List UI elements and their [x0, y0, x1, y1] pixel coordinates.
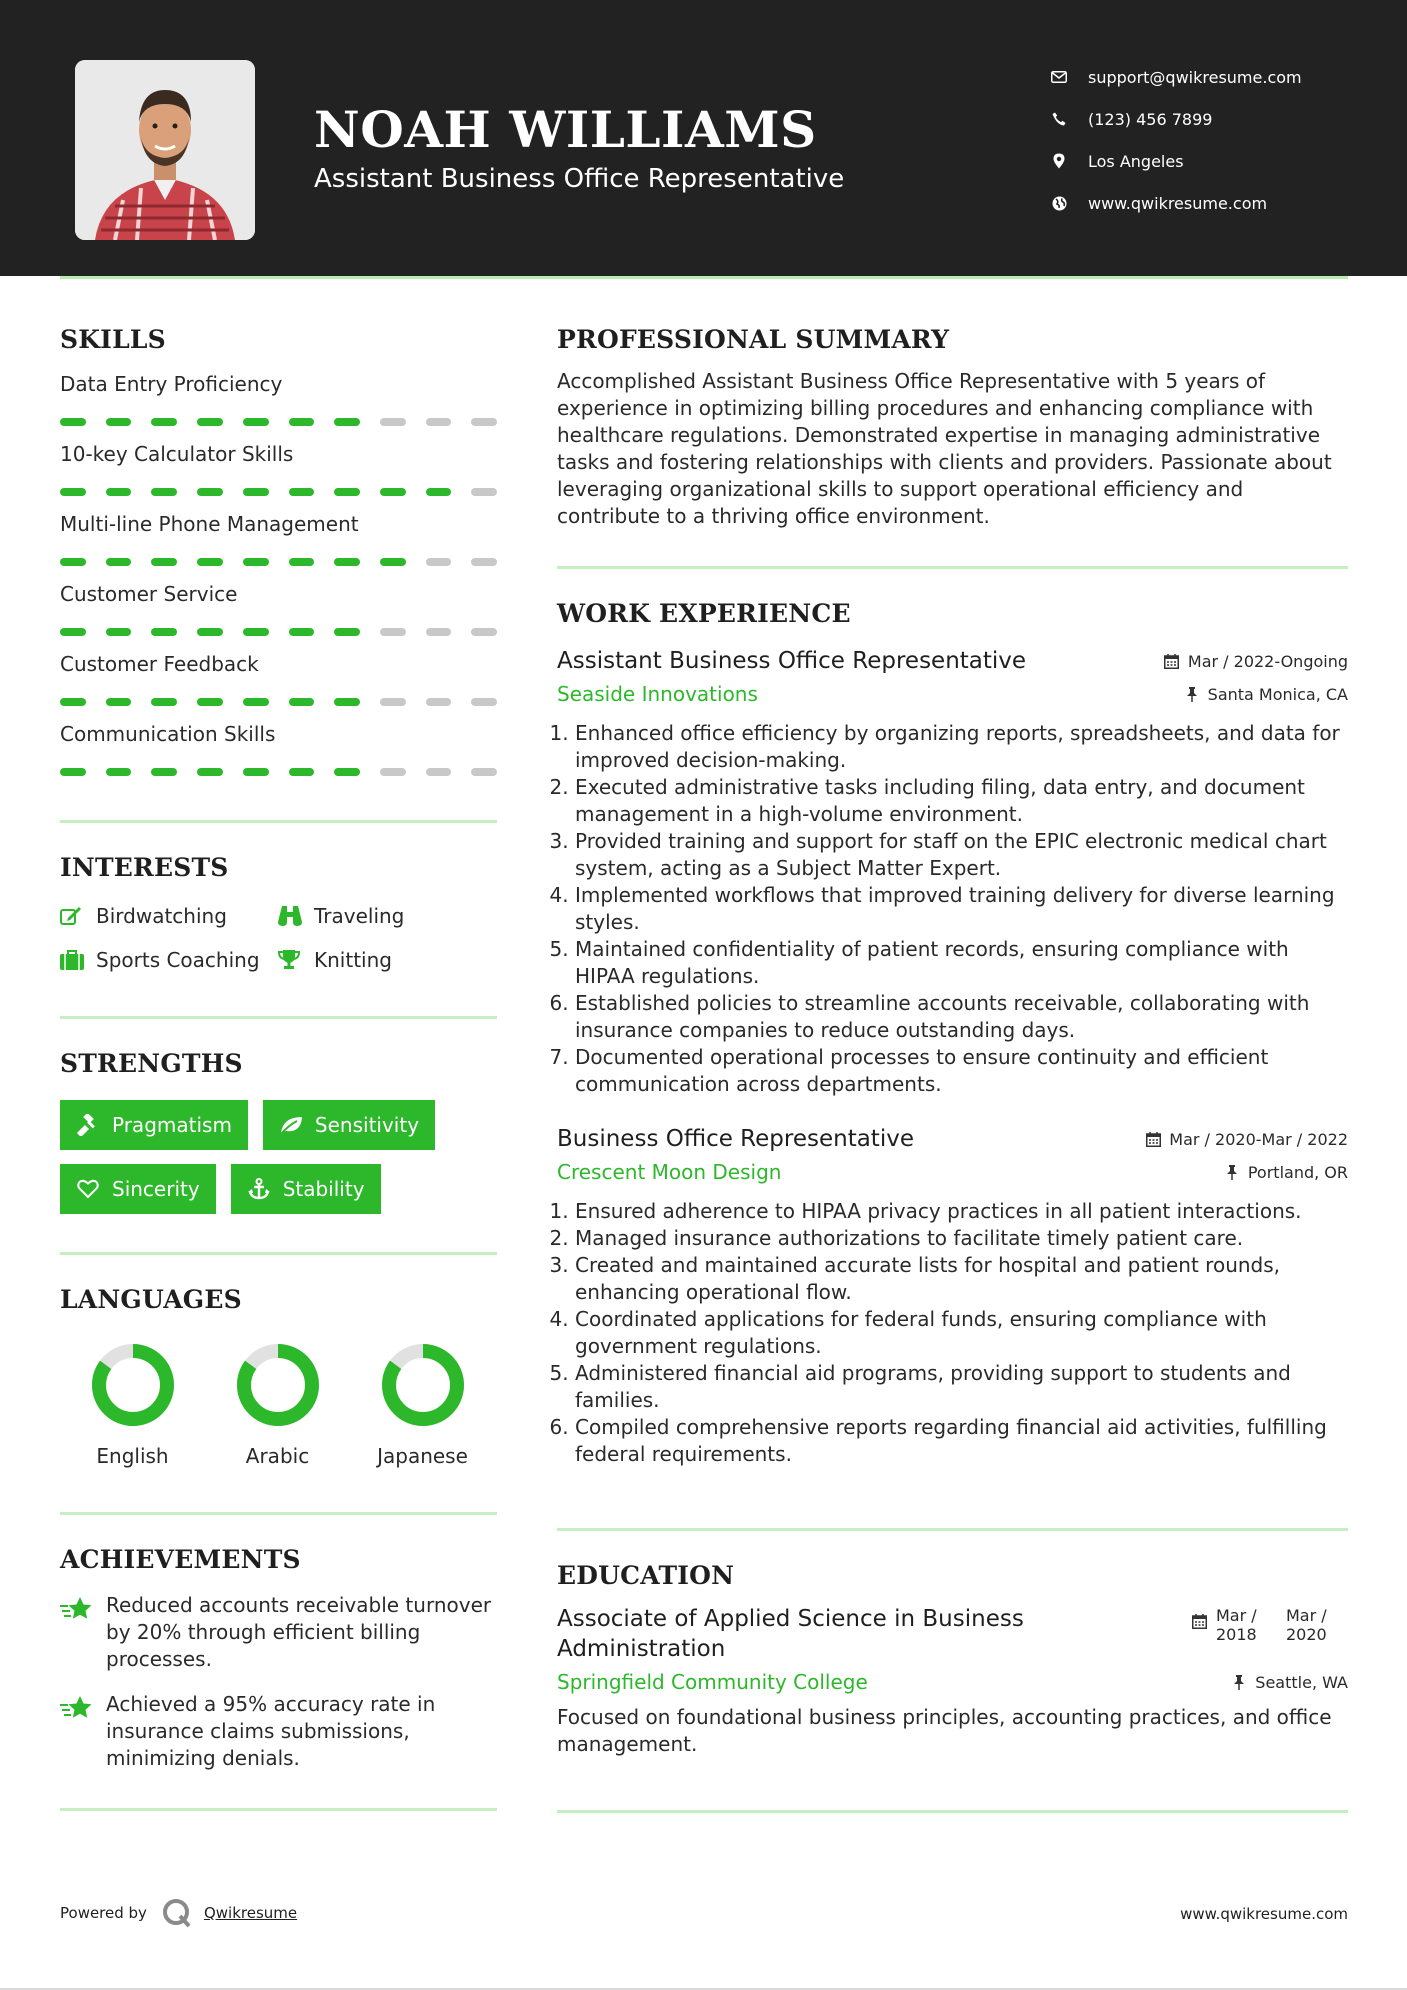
rating-dot-filled — [289, 628, 315, 636]
heart-icon — [76, 1177, 100, 1201]
strength-label: Sincerity — [112, 1177, 200, 1201]
contact-phone-text: (123) 456 7899 — [1088, 109, 1213, 129]
rating-dot-filled — [106, 698, 132, 706]
summary-title: PROFESSIONAL SUMMARY — [557, 325, 950, 354]
strengths-list — [60, 1100, 497, 1214]
rating-dot-empty — [471, 768, 497, 776]
calendar-icon — [1145, 1132, 1161, 1148]
job-dates — [1145, 1130, 1348, 1149]
star-icon — [60, 1695, 94, 1772]
rating-dot-filled — [243, 418, 269, 426]
rating-dot-filled — [334, 628, 360, 636]
contact-website-text: www.qwikresume.com — [1088, 193, 1268, 213]
achievements-title: ACHIEVEMENTS — [60, 1545, 301, 1574]
rating-dot-empty — [380, 628, 406, 636]
rating-dot-filled — [151, 488, 177, 496]
strength-label: Sensitivity — [314, 1113, 420, 1137]
rating-dot-empty — [380, 418, 406, 426]
job-bullet: 7. Documented operational processes to ensure continuity and efficient communication across departments. — [575, 1044, 1348, 1098]
section-divider — [60, 1016, 497, 1019]
contact-location — [1050, 140, 1302, 182]
rating-dot-empty — [426, 628, 452, 636]
skills-title: SKILLS — [60, 325, 166, 354]
rating-dot-filled — [289, 488, 315, 496]
skill-item — [60, 722, 497, 776]
languages-list — [60, 1342, 497, 1468]
rating-dot-filled — [197, 628, 223, 636]
strengths-title: STRENGTHS — [60, 1049, 243, 1078]
skill-label: Data Entry Proficiency — [60, 372, 283, 396]
qwikresume-link[interactable]: Qwikresume — [203, 1904, 298, 1922]
rating-dot-empty — [380, 698, 406, 706]
school-name: Springfield Community College — [557, 1670, 868, 1694]
header-divider — [60, 276, 1348, 279]
rating-dot-filled — [106, 558, 132, 566]
rating-dot-empty — [380, 768, 406, 776]
skill-item — [60, 442, 497, 496]
achievement-text: Reduced accounts receivable turnover by 20% through efficient billing processes. — [106, 1593, 492, 1671]
job-dates-text: Mar / 2020-Mar / 2022 — [1169, 1130, 1348, 1149]
rating-dot-empty — [426, 558, 452, 566]
skill-rating — [60, 628, 497, 636]
rating-dot-filled — [197, 418, 223, 426]
school-location-text: Seattle, WA — [1255, 1672, 1348, 1692]
skill-item — [60, 512, 497, 566]
rating-dot-filled — [151, 698, 177, 706]
rating-dot-filled — [60, 488, 86, 496]
contact-location-text: Los Angeles — [1088, 151, 1184, 171]
education-title: EDUCATION — [557, 1561, 735, 1590]
job-bullet: 3. Provided training and support for staff on the EPIC electronic medical chart system, acting as a Subject Matter Expert. — [575, 828, 1348, 882]
interests-section — [60, 853, 497, 972]
rating-dot-filled — [151, 558, 177, 566]
rating-dot-filled — [60, 768, 86, 776]
contact-email-text: support@qwikresume.com — [1088, 67, 1302, 87]
job-entry — [557, 646, 1348, 1098]
job-bullets — [557, 1198, 1348, 1468]
skills-list — [60, 372, 497, 776]
leaf-icon — [279, 1113, 303, 1137]
gavel-icon — [76, 1113, 100, 1137]
strength-badge — [60, 1164, 216, 1214]
interest-item — [278, 948, 496, 972]
job-location — [1224, 1163, 1348, 1182]
strength-label: Stability — [282, 1177, 365, 1201]
rating-dot-filled — [197, 488, 223, 496]
experience-section — [557, 599, 1348, 1468]
interest-item — [60, 948, 278, 972]
rating-dot-filled — [289, 558, 315, 566]
section-divider — [557, 566, 1348, 569]
profile-photo — [75, 60, 255, 240]
job-bullet: 4. Coordinated applications for federal funds, ensuring compliance with government regulations. — [575, 1306, 1348, 1360]
contact-email[interactable] — [1050, 56, 1302, 98]
rating-dot-empty — [471, 628, 497, 636]
interests-list — [60, 904, 497, 972]
rating-dot-empty — [471, 558, 497, 566]
pushpin-icon — [1224, 1164, 1240, 1180]
job-bullet: 5. Administered financial aid programs, providing support to students and families. — [575, 1360, 1348, 1414]
contact-phone[interactable] — [1050, 98, 1302, 140]
achievements-section — [60, 1545, 497, 1772]
main-column — [557, 300, 1348, 1813]
interest-label: Birdwatching — [96, 904, 227, 928]
interest-label: Sports Coaching — [96, 948, 260, 972]
job-bullets — [557, 720, 1348, 1098]
degree-title: Associate of Applied Science in Business Administration — [557, 1606, 1024, 1662]
rating-dot-filled — [197, 768, 223, 776]
edit-icon — [60, 905, 86, 927]
skill-item — [60, 652, 497, 706]
interest-item — [278, 904, 496, 928]
skill-item — [60, 372, 497, 426]
candidate-name: NOAH WILLIAMS — [314, 100, 817, 159]
summary-section — [557, 325, 1348, 530]
school-location — [1231, 1673, 1348, 1692]
education-dates — [1192, 1606, 1348, 1644]
qwikresume-logo-icon — [162, 1898, 192, 1928]
pushpin-icon — [1184, 686, 1200, 702]
languages-section — [60, 1285, 497, 1468]
rating-dot-filled — [197, 558, 223, 566]
trophy-icon — [278, 949, 304, 971]
achievement-item — [60, 1592, 497, 1673]
job-location — [1184, 685, 1348, 704]
rating-dot-empty — [471, 488, 497, 496]
rating-dot-filled — [197, 698, 223, 706]
skill-rating — [60, 558, 497, 566]
skills-section — [60, 325, 497, 776]
rating-dot-filled — [334, 488, 360, 496]
summary-text: Accomplished Assistant Business Office Representative with 5 years of experience in optimizing billing procedures and enhancing compliance with healthcare regulations. Demonstrated expertise in managing administrative tasks and fostering relationships with clients and providers. Passionate about leveraging organizational skills to support operational efficiency and contribute to a thriving office environment. — [557, 369, 1332, 528]
section-divider — [60, 1512, 497, 1515]
job-bullet: 5. Maintained confidentiality of patient records, ensuring compliance with HIPAA regulations. — [575, 936, 1348, 990]
section-divider — [60, 1808, 497, 1811]
company-name: Seaside Innovations — [557, 682, 758, 706]
interest-label: Knitting — [314, 948, 392, 972]
strength-badge — [263, 1100, 435, 1150]
section-divider — [60, 1252, 497, 1255]
job-location-text: Portland, OR — [1247, 1162, 1348, 1182]
skill-label: Communication Skills — [60, 722, 276, 746]
skill-rating — [60, 698, 497, 706]
rating-dot-empty — [426, 698, 452, 706]
rating-dot-empty — [471, 418, 497, 426]
job-bullet: 3. Created and maintained accurate lists for hospital and patient rounds, enhancing operational flow. — [575, 1252, 1348, 1306]
rating-dot-filled — [151, 628, 177, 636]
strength-badge — [231, 1164, 381, 1214]
rating-dot-filled — [60, 418, 86, 426]
strength-label: Pragmatism — [112, 1113, 232, 1137]
language-donut — [90, 1342, 176, 1428]
rating-dot-filled — [334, 418, 360, 426]
experience-title: WORK EXPERIENCE — [557, 599, 851, 628]
interest-label: Traveling — [314, 904, 405, 928]
footer-website[interactable]: www.qwikresume.com — [1180, 1905, 1348, 1923]
rating-dot-filled — [380, 558, 406, 566]
powered-by-text: Powered by — [60, 1904, 147, 1922]
achievement-item — [60, 1691, 497, 1772]
rating-dot-filled — [289, 418, 315, 426]
skill-label: Customer Feedback — [60, 652, 259, 676]
education-start-date: Mar / 2018 — [1216, 1606, 1257, 1644]
rating-dot-filled — [426, 488, 452, 496]
footer-branding — [60, 1898, 297, 1928]
rating-dot-filled — [334, 558, 360, 566]
language-item — [205, 1342, 350, 1468]
job-bullet: 4. Implemented workflows that improved training delivery for diverse learning styles. — [575, 882, 1348, 936]
language-item — [60, 1342, 205, 1468]
education-end-date: Mar / 2020 — [1286, 1606, 1327, 1644]
star-icon — [60, 1596, 94, 1673]
rating-dot-filled — [334, 698, 360, 706]
language-label: Japanese — [377, 1444, 468, 1468]
job-bullet: 6. Established policies to streamline accounts receivable, collaborating with insurance companies to reduce outstanding days. — [575, 990, 1348, 1044]
phone-icon — [1050, 110, 1068, 128]
interests-title: INTERESTS — [60, 853, 229, 882]
job-entry — [557, 1124, 1348, 1468]
rating-dot-empty — [471, 698, 497, 706]
calendar-icon — [1164, 654, 1180, 670]
rating-dot-filled — [60, 698, 86, 706]
rating-dot-empty — [426, 418, 452, 426]
rating-dot-filled — [106, 418, 132, 426]
job-title: Assistant Business Office Representative — [557, 648, 1027, 674]
language-label: Arabic — [245, 1444, 310, 1468]
rating-dot-filled — [380, 488, 406, 496]
contact-list — [1050, 56, 1302, 224]
job-bullet: 1. Enhanced office efficiency by organizing reports, spreadsheets, and data for improved decision-making. — [575, 720, 1348, 774]
job-bullet: 6. Compiled comprehensive reports regarding financial aid activities, fulfilling federal requirements. — [575, 1414, 1348, 1468]
section-divider — [60, 820, 497, 823]
education-description: Focused on foundational business principles, accounting practices, and office management. — [557, 1705, 1332, 1756]
rating-dot-filled — [60, 558, 86, 566]
job-location-text: Santa Monica, CA — [1207, 684, 1348, 704]
rating-dot-empty — [426, 768, 452, 776]
skill-label: 10-key Calculator Skills — [60, 442, 294, 466]
strength-badge — [60, 1100, 248, 1150]
language-item — [350, 1342, 495, 1468]
section-divider — [557, 1810, 1348, 1813]
rating-dot-filled — [289, 698, 315, 706]
rating-dot-filled — [243, 698, 269, 706]
pushpin-icon — [1231, 1674, 1247, 1690]
calendar-icon — [1192, 1614, 1208, 1629]
job-dates-text: Mar / 2022-Ongoing — [1187, 652, 1348, 671]
strengths-section — [60, 1049, 497, 1214]
globe-icon — [1050, 194, 1068, 212]
job-dates — [1164, 652, 1348, 671]
rating-dot-filled — [151, 768, 177, 776]
rating-dot-filled — [243, 628, 269, 636]
rating-dot-filled — [106, 628, 132, 636]
job-title: Business Office Representative — [557, 1126, 914, 1152]
map-pin-icon — [1050, 152, 1068, 170]
job-bullet: 2. Executed administrative tasks including filing, data entry, and document management in a high-volume environment. — [575, 774, 1348, 828]
rating-dot-filled — [243, 558, 269, 566]
rating-dot-filled — [289, 768, 315, 776]
language-donut — [235, 1342, 321, 1428]
skill-rating — [60, 768, 497, 776]
envelope-icon — [1050, 68, 1068, 86]
rating-dot-filled — [243, 768, 269, 776]
interest-item — [60, 904, 278, 928]
achievement-text: Achieved a 95% accuracy rate in insurance claims submissions, minimizing denials. — [106, 1692, 436, 1770]
rating-dot-filled — [243, 488, 269, 496]
rating-dot-filled — [334, 768, 360, 776]
rating-dot-filled — [151, 418, 177, 426]
skill-rating — [60, 488, 497, 496]
binoculars-icon — [278, 905, 304, 927]
contact-website[interactable] — [1050, 182, 1302, 224]
languages-title: LANGUAGES — [60, 1285, 242, 1314]
education-section — [557, 1561, 1348, 1758]
skill-rating — [60, 418, 497, 426]
candidate-role: Assistant Business Office Representative — [314, 164, 845, 194]
rating-dot-filled — [106, 488, 132, 496]
section-divider — [557, 1528, 1348, 1531]
company-name: Crescent Moon Design — [557, 1160, 782, 1184]
skill-item — [60, 582, 497, 636]
briefcase-icon — [60, 949, 86, 971]
rating-dot-filled — [60, 628, 86, 636]
language-donut — [380, 1342, 466, 1428]
job-bullet: 2. Managed insurance authorizations to facilitate timely patient care. — [575, 1225, 1348, 1252]
language-label: English — [96, 1444, 169, 1468]
job-bullet: 1. Ensured adherence to HIPAA privacy practices in all patient interactions. — [575, 1198, 1348, 1225]
sidebar-column — [60, 300, 497, 1811]
rating-dot-filled — [106, 768, 132, 776]
anchor-icon — [247, 1177, 271, 1201]
resume-header — [0, 0, 1407, 276]
skill-label: Multi-line Phone Management — [60, 512, 359, 536]
skill-label: Customer Service — [60, 582, 238, 606]
